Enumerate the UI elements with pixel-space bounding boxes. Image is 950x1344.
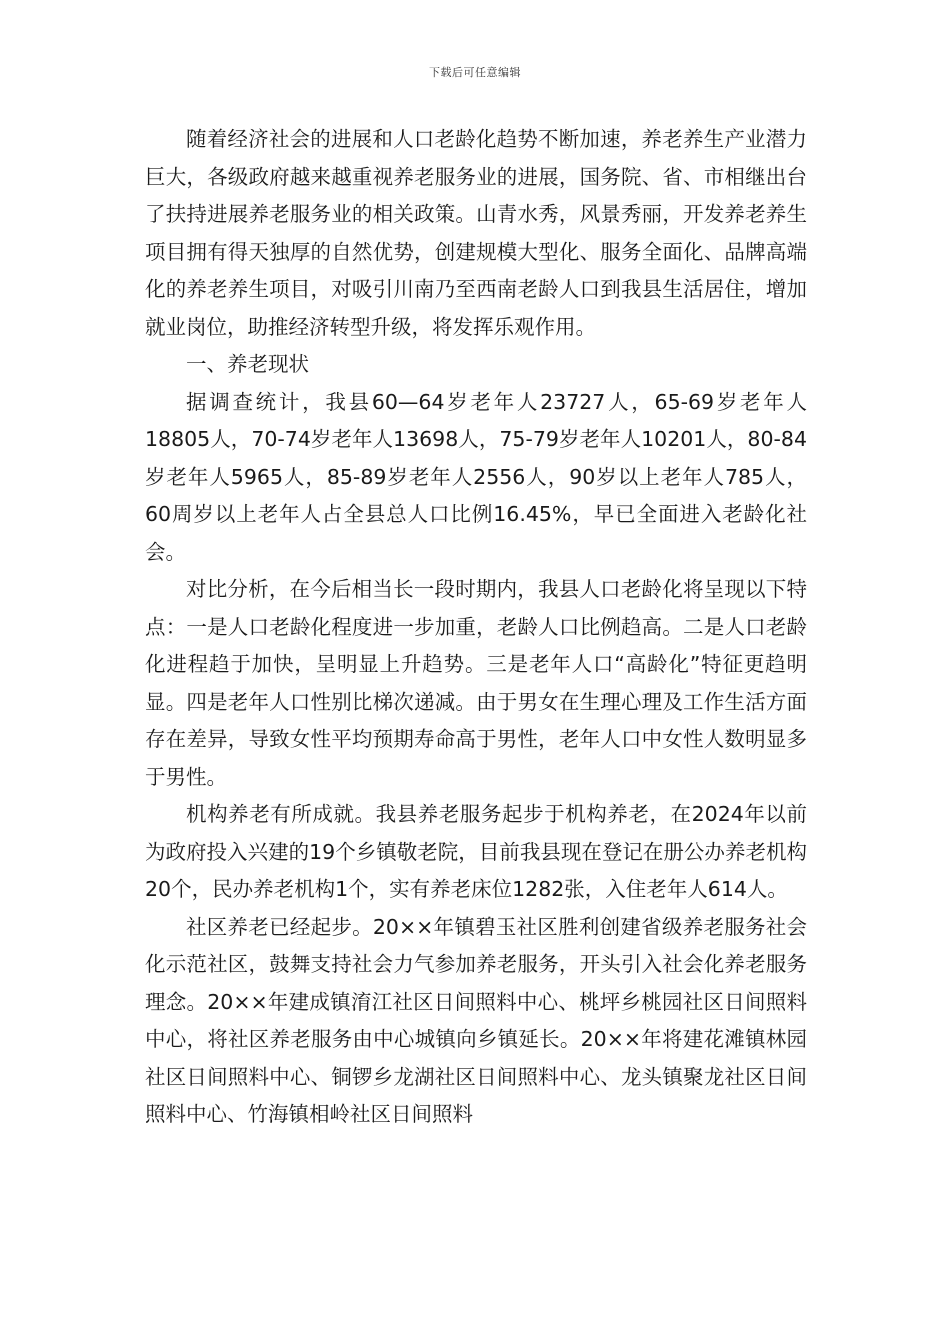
section-heading-current-status: 一、养老现状: [186, 352, 309, 376]
paragraph-institutional-care: 机构养老有所成就。我县养老服务起步于机构养老，在2024年以前为政府投入兴建的19个乡镇敬老院，目前我县现在登记在册公办养老机构20个，民办养老机构1个，实有养老床位1282张，入住老年人614人。: [145, 802, 807, 901]
paragraph-community-care: 社区养老已经起步。20××年镇碧玉社区胜利创建省级养老服务社会化示范社区，鼓舞支持社会力气参加养老服务，开头引入社会化养老服务理念。20××年建成镇淯江社区日间照料中心、桃坪乡桃园社区日间照料中心，将社区养老服务由中心城镇向乡镇延长。20××年将建花滩镇林园社区日间照料中心、铜锣乡龙湖社区日间照料中心、龙头镇聚龙社区日间照料中心、竹海镇相岭社区日间照料: [145, 914, 807, 1126]
page-header-note: 下载后可任意编辑: [429, 66, 521, 79]
paragraph-analysis: 对比分析，在今后相当长一段时期内，我县人口老龄化将呈现以下特点：一是人口老龄化程度进一步加重，老龄人口比例趋高。二是人口老龄化进程趋于加快，呈明显上升趋势。三是老年人口“高龄化”特征更趋明显。四是老年人口性别比梯次递减。由于男女在生理心理及工作生活方面存在差异，导致女性平均预期寿命高于男性，老年人口中女性人数明显多于男性。: [145, 577, 807, 789]
paragraph-statistics: 据调查统计，我县60—64岁老年人23727人，65-69岁老年人18805人，70-74岁老年人13698人，75-79岁老年人10201人，80-84岁老年人5965人，85-89岁老年人2556人，90岁以上老年人785人，60周岁以上老年人占全县总人口比例16.45%，早已全面进入老龄化社会。: [145, 389, 807, 564]
paragraph-intro: 随着经济社会的进展和人口老龄化趋势不断加速，养老养生产业潜力巨大，各级政府越来越重视养老服务业的进展，国务院、省、市相继出台了扶持进展养老服务业的相关政策。山青水秀，风景秀丽，开发养老养生项目拥有得天独厚的自然优势，创建规模大型化、服务全面化、品牌高端化的养老养生项目，对吸引川南乃至西南老龄人口到我县生活居住，增加就业岗位，助推经济转型升级，将发挥乐观作用。: [145, 127, 807, 339]
document-body: [145, 121, 807, 1134]
